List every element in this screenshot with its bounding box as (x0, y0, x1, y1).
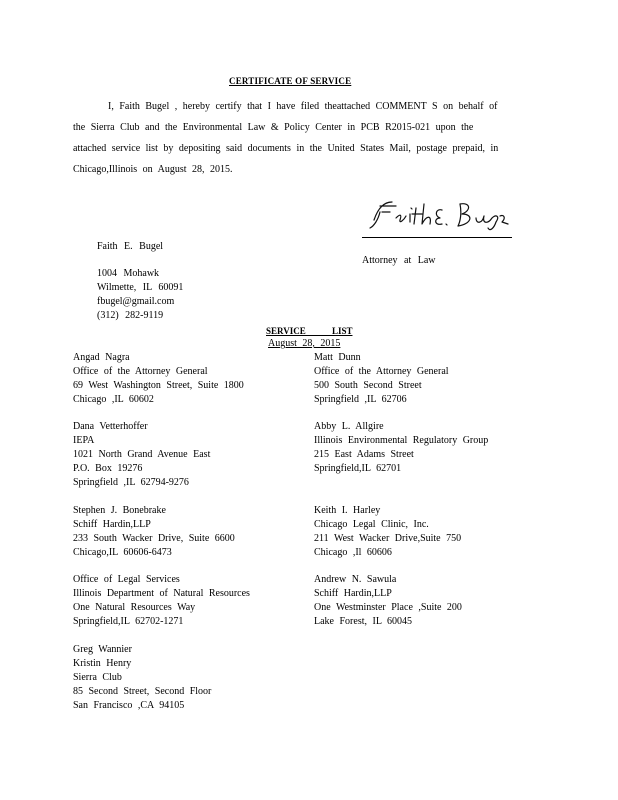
signer-title: Attorney at Law (362, 255, 436, 266)
service-list-title: SERVICE LIST (266, 326, 353, 336)
service-entry-name: Greg Wannier (73, 644, 132, 655)
service-entry-line: Schiff Hardin,LLP (73, 518, 151, 530)
service-entry-line: Office of the Attorney General (73, 365, 208, 377)
signer-address-line: Wilmette, IL 60091 (97, 282, 184, 293)
service-entry-line: Springfield ,IL 62706 (314, 393, 407, 405)
service-entry-line: Springfield,IL 62702-1271 (73, 615, 184, 627)
service-entry-line: Illinois Department of Natural Resources (73, 587, 250, 599)
service-entry-name: Abby L. Allgire (314, 421, 384, 432)
service-entry-line: Illinois Environmental Regulatory Group (314, 434, 489, 446)
service-entry-name: Andrew N. Sawula (314, 574, 397, 585)
signer-address-line: 1004 Mohawk (97, 268, 160, 279)
service-entry-name: Matt Dunn (314, 352, 361, 363)
service-entry-line: Springfield ,IL 62794-9276 (73, 476, 189, 488)
signer-email: fbugel@gmail.com (97, 296, 175, 307)
service-entry-line: Sierra Club (73, 671, 122, 683)
service-entry-name: Dana Vetterhoffer (73, 421, 148, 432)
service-entry-line: 233 South Wacker Drive, Suite 6600 (73, 532, 235, 544)
signer-name: Faith E. Bugel (97, 241, 164, 252)
certificate-line-4: Chicago,Illinois on August 28, 2015. (73, 164, 233, 175)
signature-line (362, 237, 512, 238)
signer-phone: (312) 282-9119 (97, 310, 164, 321)
service-list-date: August 28, 2015 (268, 338, 341, 349)
service-entry-line: Schiff Hardin,LLP (314, 587, 392, 599)
service-entry-name: Stephen J. Bonebrake (73, 505, 166, 516)
service-entry-line: Chicago ,IL 60602 (73, 393, 154, 405)
service-entry-line: Kristin Henry (73, 657, 132, 669)
service-entry-line: Lake Forest, IL 60045 (314, 615, 413, 627)
service-entry-line: Springfield,IL 62701 (314, 462, 402, 474)
service-entry-line: 500 South Second Street (314, 379, 422, 391)
service-entry-line: P.O. Box 19276 (73, 462, 143, 474)
service-entry-name: Office of Legal Services (73, 574, 180, 585)
certificate-line-3: attached service list by depositing said documents in the United States Mail, postage prepaid, in (73, 143, 499, 154)
service-entry-name: Angad Nagra (73, 352, 130, 363)
service-entry-line: One Natural Resources Way (73, 601, 196, 613)
service-entry-line: 211 West Wacker Drive,Suite 750 (314, 532, 462, 544)
service-entry-line: Chicago Legal Clinic, Inc. (314, 518, 429, 530)
service-entry-line: 69 West Washington Street, Suite 1800 (73, 379, 244, 391)
service-entry-line: 85 Second Street, Second Floor (73, 685, 212, 697)
service-entry-line: Chicago,IL 60606-6473 (73, 546, 172, 558)
service-entry-line: Office of the Attorney General (314, 365, 449, 377)
certificate-title: CERTIFICATE OF SERVICE (229, 76, 352, 86)
service-entry-line: 1021 North Grand Avenue East (73, 448, 211, 460)
certificate-line-2: the Sierra Club and the Environmental Law & Policy Center in PCB R2015-021 upon the (73, 122, 474, 133)
service-entry-line: Chicago ,Il 60606 (314, 546, 392, 558)
handwritten-signature (366, 194, 512, 234)
service-entry-line: IEPA (73, 434, 95, 446)
service-entry-line: One Westminster Place ,Suite 200 (314, 601, 462, 613)
service-entry-name: Keith I. Harley (314, 505, 381, 516)
certificate-line-1: I, Faith Bugel , hereby certify that I have filed theattached COMMENT S on behalf of (108, 101, 498, 112)
service-entry-line: 215 East Adams Street (314, 448, 414, 460)
service-entry-line: San Francisco ,CA 94105 (73, 699, 185, 711)
